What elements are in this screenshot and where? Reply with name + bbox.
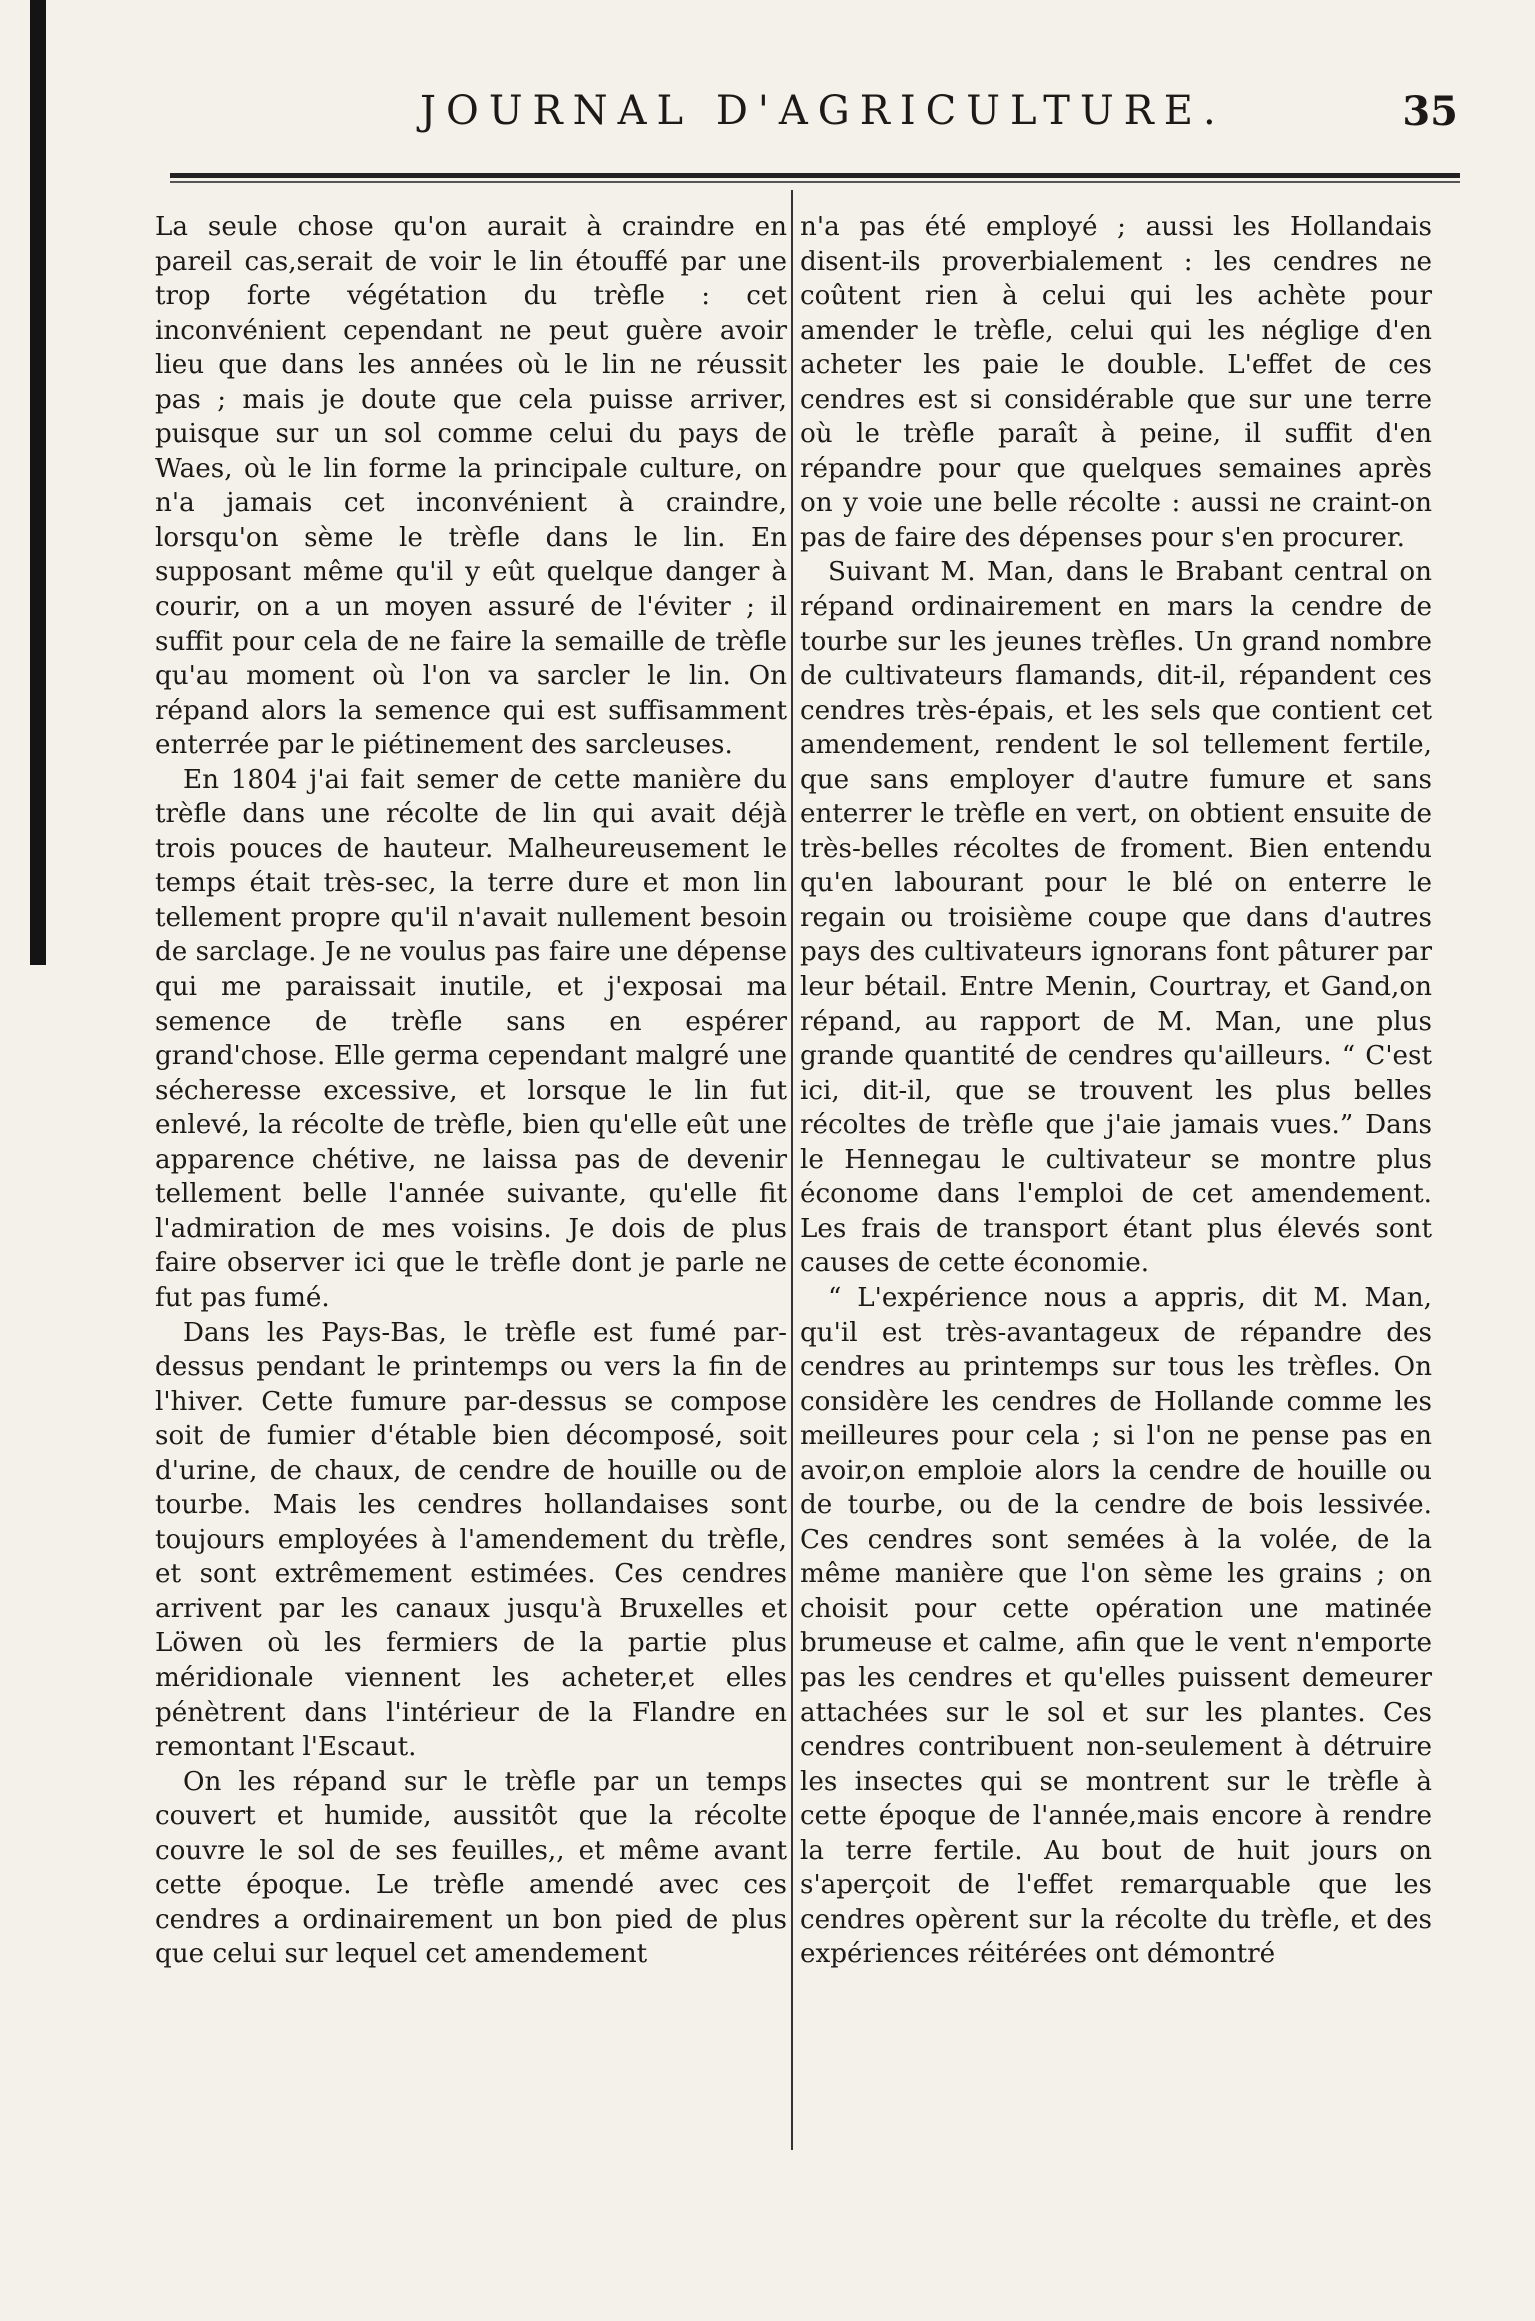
- paragraph: En 1804 j'ai fait semer de cette manière du trèfle dans une récolte de lin qui avait déjà trois pouces de hauteur. Malheureusement le temps était très-sec, la terre dure et mon lin tellement propre qu'il n'avait nullement besoin de sarclage. Je ne voulus pas faire une dépense qui me paraissait inutile, et j'exposai ma semence de trèfle sans en espérer grand'chose. Elle germa cependant malgré une sécheresse excessive, et lorsque le lin fut enlevé, la récolte de trèfle, bien qu'elle eût une apparence chétive, ne laissa pas de devenir tellement belle l'année suivante, qu'elle fit l'admiration de mes voisins. Je dois de plus faire observer ici que le trèfle dont je parle ne fut pas fumé.: [155, 764, 787, 1313]
- header-rule-thin: [170, 181, 1460, 183]
- scan-binding-edge: [30, 0, 46, 965]
- running-title: JOURNAL D'AGRICULTURE.: [420, 88, 1226, 134]
- paragraph: n'a pas été employé ; aussi les Hollandais disent-ils proverbialement : les cendres ne coûtent rien à celui qui les achète pour amender le trèfle, celui qui les néglige d'en acheter les paie le double. L'effet de ces cendres est si considérable que sur une terre où le trèfle paraît à peine, il suffit d'en répandre pour que quelques semaines après on y voie une belle récolte : aussi ne craint-on pas de faire des dépenses pour s'en procurer.: [800, 212, 1432, 553]
- page-number: 35: [1402, 88, 1458, 135]
- paragraph: Suivant M. Man, dans le Brabant central on répand ordinairement en mars la cendre de tourbe sur les jeunes trèfles. Un grand nombre de cultivateurs flamands, dit-il, répandent ces cendres très-épais, et les sels que contient cet amendement, rendent le sol tellement fertile, que sans employer d'autre fumure et sans enterrer le trèfle en vert, on obtient ensuite de très-belles récoltes de froment. Bien entendu qu'en labourant pour le blé on enterre le regain ou troisième coupe que dans d'autres pays des cultivateurs ignorans font pâturer par leur bétail. Entre Menin, Courtray, et Gand,on répand, au rapport de M. Man, une plus grande quantité de cendres qu'ailleurs. “ C'est ici, dit-il, que se trouvent les plus belles récoltes de trèfle que j'aie jamais vues.” Dans le Hennegau le cultivateur se montre plus économe dans l'emploi de cet amendement. Les frais de transport étant plus élevés sont causes de cette économie.: [800, 557, 1432, 1279]
- header-rule-thick: [170, 173, 1460, 178]
- column-divider: [791, 190, 793, 2150]
- paragraph: Dans les Pays-Bas, le trèfle est fumé par-dessus pendant le printemps ou vers la fin de l'hiver. Cette fumure par-dessus se compose soit de fumier d'étable bien décomposé, soit d'urine, de chaux, de cendre de houille ou de tourbe. Mais les cendres hollandaises sont toujours employées à l'amendement du trèfle, et sont extrêmement estimées. Ces cendres arrivent par les canaux jusqu'à Bruxelles et Löwen où les fermiers de la partie plus méridionale viennent les acheter,et elles pénètrent dans l'intérieur de la Flandre en remontant l'Escaut.: [155, 1317, 787, 1763]
- left-column: [155, 210, 787, 1972]
- paragraph: “ L'expérience nous a appris, dit M. Man, qu'il est très-avantageux de répandre des cendres au printemps sur tous les trèfles. On considère les cendres de Hollande comme les meilleures pour cela ; si l'on ne pense pas en avoir,on emploie alors la cendre de houille ou de tourbe, ou de la cendre de bois lessivée. Ces cendres sont semées à la volée, de la même manière que l'on sème les grains ; on choisit pour cette opération une matinée brumeuse et calme, afin que le vent n'emporte pas les cendres et qu'elles puissent demeurer attachées sur le sol et sur les plantes. Ces cendres contribuent non-seulement à détruire les insectes qui se montrent sur le trèfle à cette époque de l'année,mais encore à rendre la terre fertile. Au bout de huit jours on s'aperçoit de l'effet remarquable que les cendres opèrent sur la récolte du trèfle, et des expériences réitérées ont démontré: [800, 1282, 1432, 1970]
- paragraph: La seule chose qu'on aurait à craindre en pareil cas,serait de voir le lin étouffé par une trop forte végétation du trèfle : cet inconvénient cependant ne peut guère avoir lieu que dans les années où le lin ne réussit pas ; mais je doute que cela puisse arriver, puisque sur un sol comme celui du pays de Waes, où le lin forme la principale culture, on n'a jamais cet inconvénient à craindre, lorsqu'on sème le trèfle dans le lin. En supposant même qu'il y eût quelque danger à courir, on a un moyen assuré de l'éviter ; il suffit pour cela de ne faire la semaille de trèfle qu'au moment où l'on va sarcler le lin. On répand alors la semence qui est suffisamment enterrée par le piétinement des sarcleuses.: [155, 212, 787, 761]
- paragraph: On les répand sur le trèfle par un temps couvert et humide, aussitôt que la récolte couvre le sol de ses feuilles,, et même avant cette époque. Le trèfle amendé avec ces cendres a ordinairement un bon pied de plus que celui sur lequel cet amendement: [155, 1766, 787, 1970]
- right-column: [800, 210, 1432, 1972]
- page-header: [170, 88, 1470, 148]
